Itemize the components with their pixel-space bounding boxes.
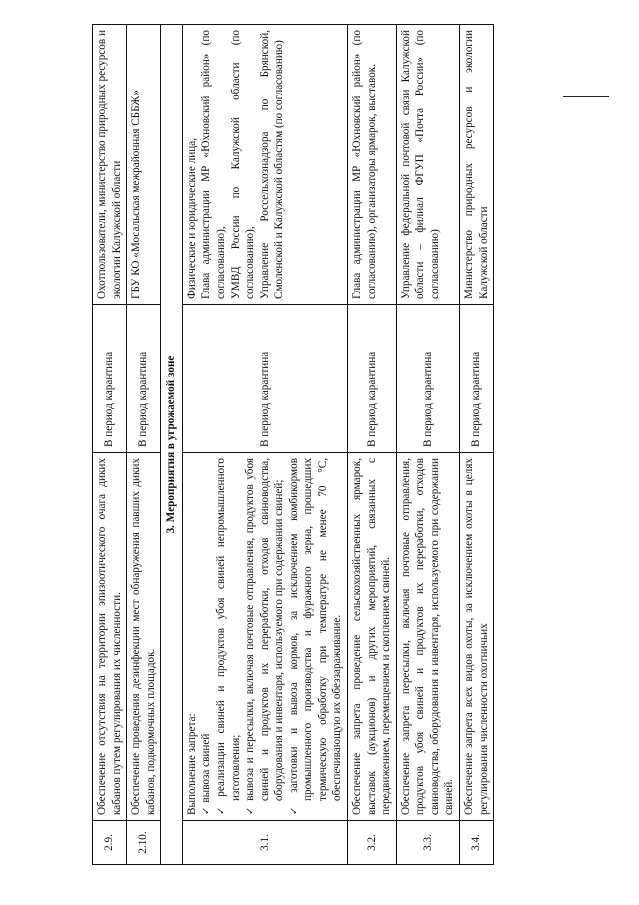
checkmark-icon: ✓ bbox=[245, 804, 257, 815]
measure-text: Обеспечение проведения дезинфекции мест обнаружения павших диких кабанов, подкормочных площадок. bbox=[127, 453, 161, 821]
responsible-line: УМВД России по Калужской области (по согласованию), bbox=[229, 30, 257, 299]
table-row bbox=[182, 25, 347, 865]
responsible-line: Глава администрации МР «Юхновский район» (по согласованию), bbox=[200, 30, 227, 299]
row-number: 3.4. bbox=[459, 821, 493, 865]
list-item: ✓вывоза свиней bbox=[200, 733, 213, 815]
table-row bbox=[396, 25, 459, 865]
measures-table bbox=[92, 24, 494, 865]
table-row bbox=[459, 25, 493, 865]
checkmark-icon: ✓ bbox=[288, 796, 300, 815]
row-number: 2.10. bbox=[127, 821, 161, 865]
responsible-cell: Министерство природных ресурсов и экологии Калужской области bbox=[459, 25, 493, 305]
table-row bbox=[127, 25, 161, 865]
responsible-line: Управление Россельхознадзора по Брянской, Смоленской и Калужской областям (по согласованию) bbox=[258, 30, 286, 299]
measure-text bbox=[182, 453, 347, 821]
margin-rule bbox=[563, 96, 609, 97]
responsible-cell: ГБУ КО «Мосальская межрайонная СББЖ» bbox=[127, 25, 161, 305]
measure-text: Обеспечение запрета пересылки, включая почтовые отправления, продуктов убоя свиней и продуктов их переработки, отходов свиноводства, оборудования и инвентаря, используемого при содержании свиней. bbox=[396, 453, 459, 821]
measure-text: Обеспечение запрета всех видов охоты, за исключением охоты в целях регулирования численности охотничьих bbox=[459, 453, 493, 821]
term-cell: В период карантина bbox=[459, 305, 493, 453]
row-number: 2.9. bbox=[93, 821, 127, 865]
list-item: ✓заготовки и вывоза кормов, за исключением комбикормов промышленного производства и фуражного зерна, прошедших термическую обработку при температуре не менее 70 °С, обеспечивающую их обеззараживание. bbox=[287, 458, 344, 815]
term-cell: В период карантина bbox=[182, 305, 347, 453]
section-title: 3. Мероприятия в угрожаемой зоне bbox=[161, 25, 183, 865]
checkmark-icon: ✓ bbox=[201, 806, 213, 815]
responsible-cell bbox=[182, 25, 347, 305]
measure-text: Обеспечение отсутствия на территории эпизоотического очага диких кабанов путем регулирования их численности. bbox=[93, 453, 127, 821]
row-number: 3.2. bbox=[348, 821, 397, 865]
table-row bbox=[93, 25, 127, 865]
responsible-cell: Охотпользователи, министерство природных ресурсов и экологии Калужской области bbox=[93, 25, 127, 305]
list-item: ✓вывоза и пересылки, включая почтовые отправления, продуктов убоя свиней и продуктов их переработки, отходов свиноводства, оборудования и инвентаря, используемого при содержании свиней; bbox=[244, 458, 286, 815]
term-cell: В период карантина bbox=[396, 305, 459, 453]
list-item: ✓реализации свиней и продуктов убоя свиней непромышленного изготовления; bbox=[214, 458, 242, 815]
checkmark-icon: ✓ bbox=[215, 800, 227, 815]
row-number: 3.1. bbox=[182, 821, 347, 865]
term-cell: В период карантина bbox=[93, 305, 127, 453]
term-cell: В период карантина bbox=[348, 305, 397, 453]
responsible-cell: Управление федеральной почтовой связи Калужской области – филиал ФГУП «Почта России» (по согласованию) bbox=[396, 25, 459, 305]
responsible-line: Физические и юридические лица, bbox=[185, 138, 198, 299]
section-row bbox=[161, 25, 183, 865]
responsible-cell: Глава администрации МР «Юхновский район» (по согласованию), организаторы ярмарок, выставок. bbox=[348, 25, 397, 305]
row-number: 3.3. bbox=[396, 821, 459, 865]
measure-intro: Выполнение запрета: bbox=[185, 713, 198, 815]
term-cell: В период карантина bbox=[127, 305, 161, 453]
measure-text: Обеспечение запрета проведение сельскохозяйственных ярмарок, выставок (аукционов) и других мероприятий, связанных с передвижением, перемещением и скоплением свиней. bbox=[348, 453, 397, 821]
table-row bbox=[348, 25, 397, 865]
